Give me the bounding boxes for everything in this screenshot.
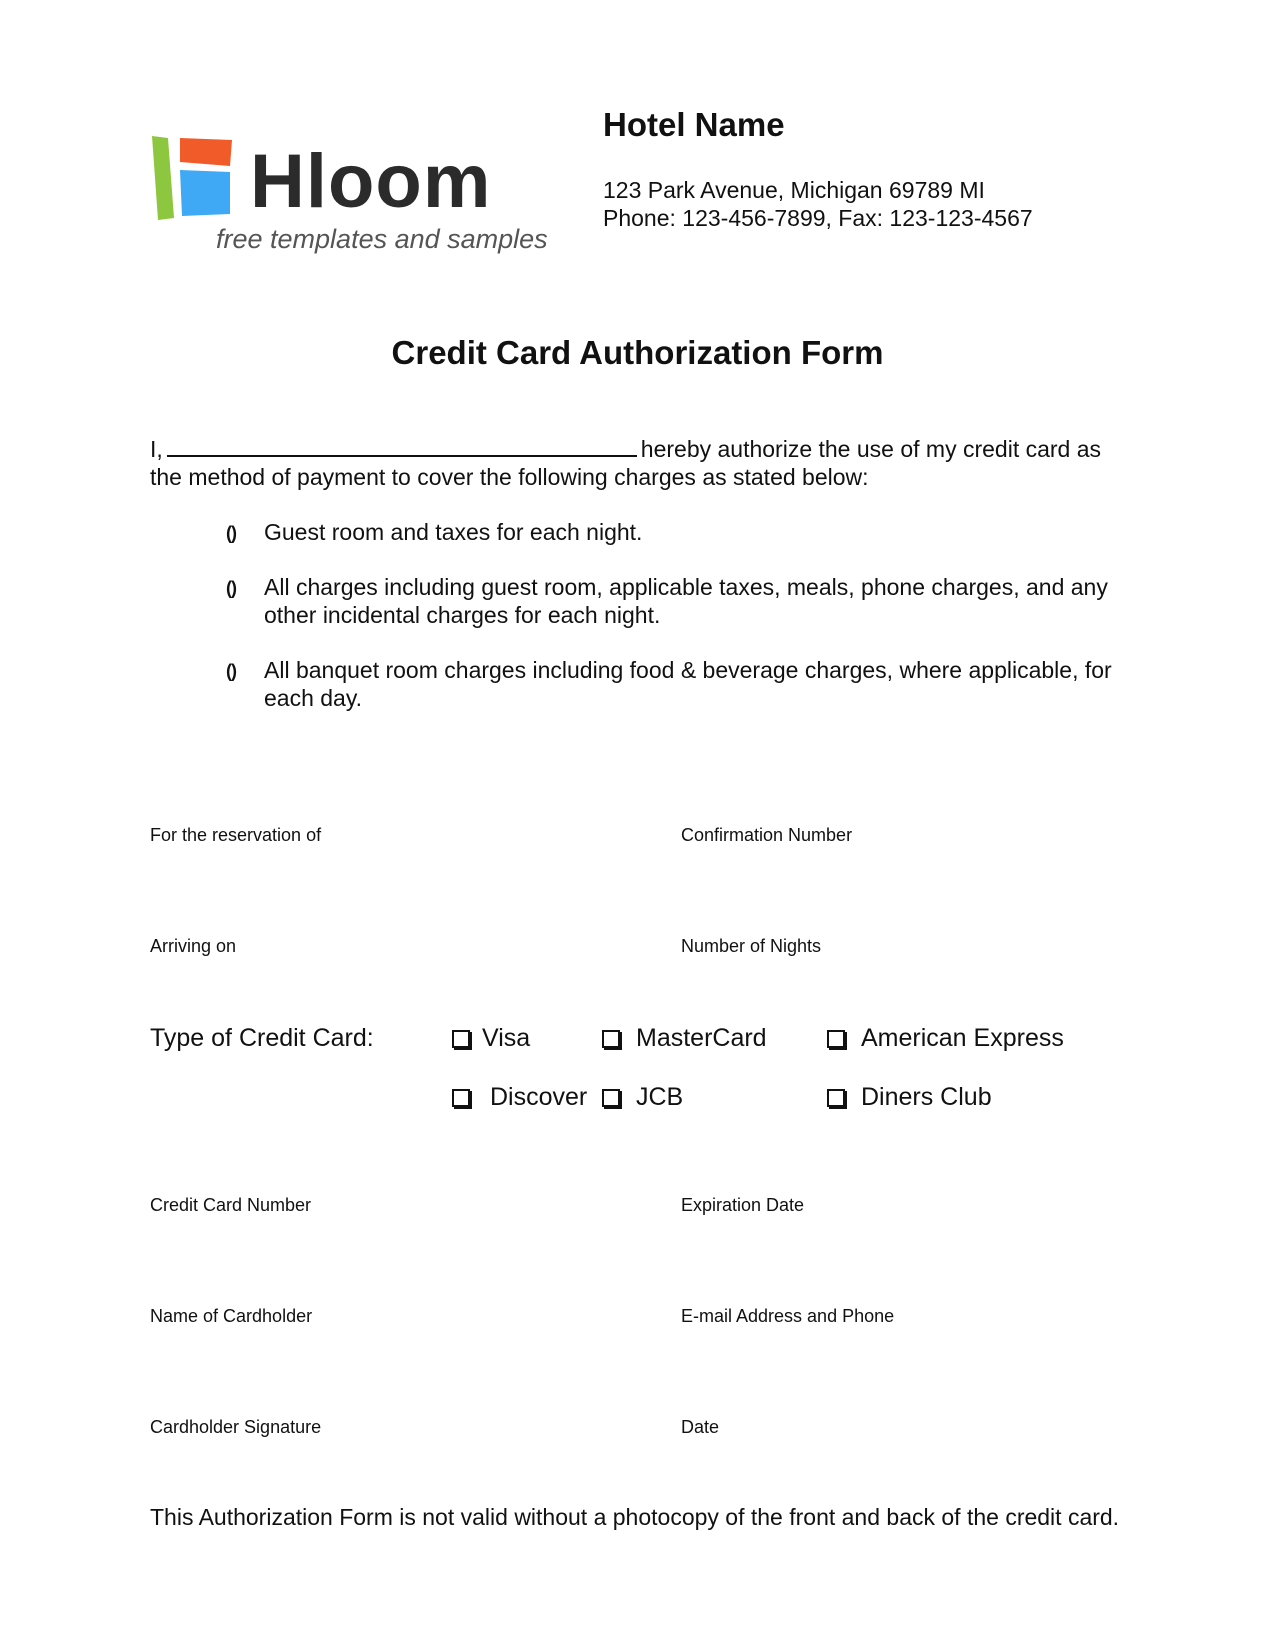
arriving-on-label: Arriving on <box>150 936 237 956</box>
authorization-statement <box>150 433 1110 491</box>
checkbox-icon[interactable] <box>827 1030 845 1048</box>
intro-suffix: hereby authorize the use of my credit card as the method of payment to cover the following charges as stated below: <box>150 436 1102 490</box>
logo-tagline: free templates and samples <box>216 224 548 254</box>
charge-option-banquet[interactable] <box>226 656 1116 712</box>
card-type-jcb[interactable] <box>602 1083 683 1112</box>
form-title: Credit Card Authorization Form <box>391 334 884 371</box>
card-type-diners-club[interactable] <box>827 1083 992 1112</box>
credit-card-number-label: Credit Card Number <box>150 1195 312 1215</box>
hotel-name: Hotel Name <box>603 106 785 143</box>
option-bullet-icon: () <box>226 578 236 598</box>
number-of-nights-label: Number of Nights <box>681 936 822 956</box>
date-label: Date <box>681 1417 720 1437</box>
footer-note: This Authorization Form is not valid without a photocopy of the front and back of the credit card. <box>150 1504 1120 1530</box>
card-type-visa-label: Visa <box>482 1024 531 1052</box>
logo-wordmark: Hloom <box>250 139 492 224</box>
expiration-date-label: Expiration Date <box>681 1195 805 1215</box>
card-type-jcb-label: JCB <box>636 1083 684 1111</box>
card-type-discover-label: Discover <box>490 1083 588 1111</box>
charge-option-label: All banquet room charges including food & beverage charges, where applicable, for each day. <box>264 657 1112 711</box>
charge-option-all-charges[interactable] <box>226 573 1116 629</box>
checkbox-icon[interactable] <box>602 1089 620 1107</box>
card-type-mastercard[interactable] <box>602 1024 767 1053</box>
option-bullet-icon: () <box>226 523 236 543</box>
logo-mark-icon <box>150 132 240 222</box>
hotel-phone-fax: Phone: 123-456-7899, Fax: 123-123-4567 <box>603 205 1033 231</box>
email-phone-label: E-mail Address and Phone <box>681 1306 895 1326</box>
charge-option-room-taxes[interactable] <box>226 518 1116 546</box>
card-type-discover[interactable] <box>452 1083 587 1112</box>
intro-prefix: I, <box>150 436 163 462</box>
card-type-diners-club-label: Diners Club <box>861 1083 992 1111</box>
charge-option-label: All charges including guest room, applicable taxes, meals, phone charges, and any other incidental charges for each night. <box>264 574 1108 628</box>
checkbox-icon[interactable] <box>452 1089 470 1107</box>
name-of-cardholder-label: Name of Cardholder <box>150 1306 313 1326</box>
charge-options-list <box>226 518 1116 739</box>
checkbox-icon[interactable] <box>452 1030 470 1048</box>
confirmation-number-label: Confirmation Number <box>681 825 853 845</box>
cardholder-signature-label: Cardholder Signature <box>150 1417 322 1437</box>
hloom-logo <box>150 132 570 262</box>
reservation-of-label: For the reservation of <box>150 825 322 845</box>
hotel-address: 123 Park Avenue, Michigan 69789 MI <box>603 177 985 203</box>
card-type-mastercard-label: MasterCard <box>636 1024 767 1052</box>
hotel-contact-block <box>603 176 1033 232</box>
charge-option-label: Guest room and taxes for each night. <box>264 519 643 545</box>
option-bullet-icon: () <box>226 661 236 681</box>
card-type-amex-label: American Express <box>861 1024 1064 1052</box>
card-type-amex[interactable] <box>827 1024 1064 1053</box>
card-type-label: Type of Credit Card: <box>150 1024 374 1052</box>
authorizer-name-blank[interactable] <box>167 433 637 457</box>
checkbox-icon[interactable] <box>602 1030 620 1048</box>
checkbox-icon[interactable] <box>827 1089 845 1107</box>
card-type-visa[interactable] <box>452 1024 530 1053</box>
